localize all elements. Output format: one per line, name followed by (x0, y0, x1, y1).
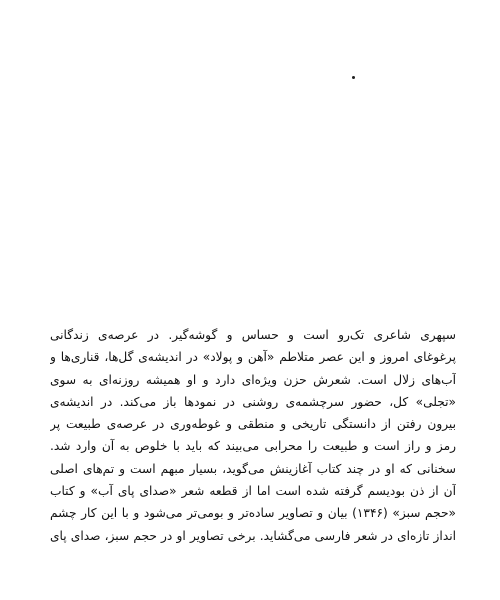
text-line: رمز و راز است و طبیعت را محرابی می‌بیند که باید با خلوص به آن وارد شد. (50, 439, 456, 454)
text-line: بیرون رفتن از دانستگی تاریخی و منطقی و غوطه‌وری در عرصه‌ی طبیعت پر (50, 417, 456, 432)
text-line: پرغوغای امروز و این عصر متلاطم «آهن و پولاد» در اندیشه‌ی گل‌ها، قناری‌ها و (50, 350, 456, 365)
stray-ink-dot (352, 76, 355, 79)
text-line: آب‌های زلال است. شعرش حزن ویژه‌ای دارد و او همیشه روزنه‌ای به سوی (50, 372, 456, 387)
text-line: «حجم سبز» (۱۳۴۶) بیان و تصاویر ساده‌تر و بومی‌تر می‌شود و با این کار چشم (50, 506, 456, 521)
text-line: سخنانی که او در چند کتاب آغازینش می‌گوید، بسیار مبهم است و تم‌های اصلی (50, 461, 456, 476)
text-line: آن از ذن بودیسم گرفته شده است اما از قطعه شعر «صدای پای آب» و کتاب (50, 484, 456, 499)
text-line: سپهری شاعری تک‌رو است و حساس و گوشه‌گیر. در عرصه‌ی زندگانی (50, 328, 456, 342)
text-line: «تجلی» کل، حضور سرچشمه‌ی روشنی در نمودها باز می‌کند. در اندیشه‌ی (50, 394, 456, 409)
text-line: انداز تازه‌ای در شعر فارسی می‌گشاید. برخی تصاویر او در حجم سبز، صدای پای (50, 528, 456, 543)
paragraph (50, 324, 456, 547)
